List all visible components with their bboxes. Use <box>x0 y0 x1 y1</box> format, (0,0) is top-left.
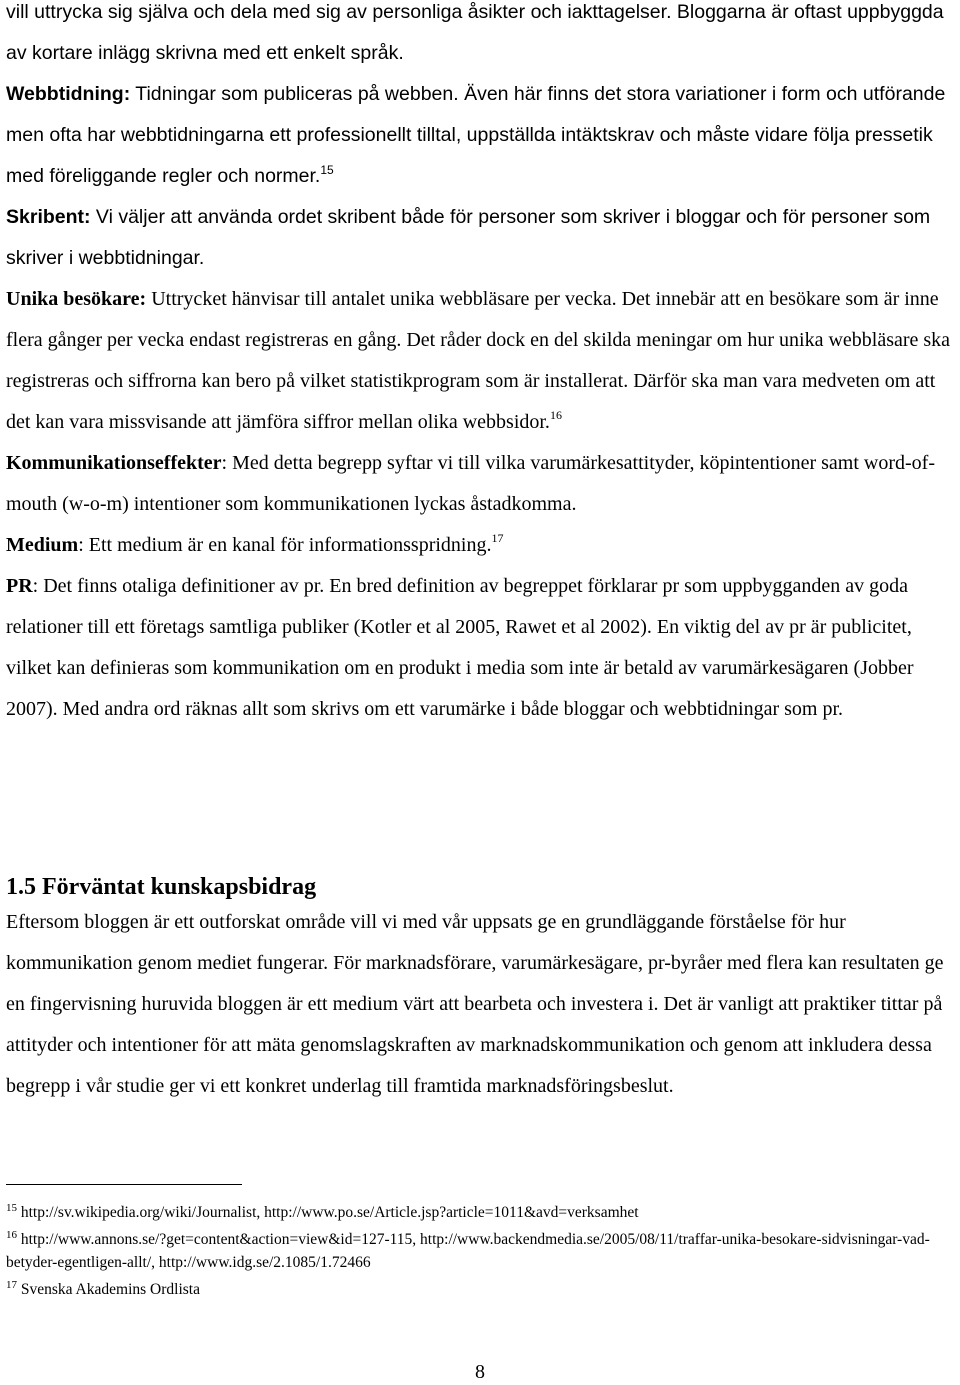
definition-text: : Med detta begrepp syftar vi till vilka varumärkesattityder, köpintentioner samt word-of-mouth (w-o-m) intentioner som kommunikationen lyckas åstadkomma. <box>6 452 935 515</box>
definition-medium <box>6 525 954 566</box>
section-body <box>6 902 954 1107</box>
blog-paragraph <box>6 0 954 74</box>
definition-term: Unika besökare: <box>6 288 147 310</box>
definition-pr <box>6 566 954 730</box>
definition-term: PR <box>6 575 33 597</box>
definition-unika-besokare <box>6 279 954 443</box>
paragraph-text: vill uttrycka sig själva och dela med sig av personliga åsikter och iakttagelser. Bloggarna är oftast uppbyggda av kortare inlägg skrivna med ett enkelt språk. <box>6 1 944 64</box>
footnote-text: Svenska Akademins Ordlista <box>17 1281 200 1299</box>
footnote-ref: 17 <box>491 531 504 546</box>
section-paragraph: Eftersom bloggen är ett outforskat område vill vi med vår uppsats ge en grundläggande förståelse för hur kommunikation genom mediet fungerar. För marknadsförare, varumärkesägare, pr-byråer med flera kan resultaten ge en fingervisning huruvida bloggen är ett medium värt att bearbeta och investera i. Det är vanligt att praktiker tittar på attityder och intentioner för att mäta genomslagskraften av marknadskommunikation och genom att inkludera dessa begrepp i vår studie ger vi ett konkret underlag till framtida marknadsföringsbeslut. <box>6 911 944 1097</box>
definition-kommunikationseffekter <box>6 443 954 525</box>
definition-text: Uttrycket hänvisar till antalet unika webbläsare per vecka. Det innebär att en besökare som är inne flera gånger per vecka endast registreras en gång. Det råder dock en del skilda meningar om hur unika webbläsare ska registreras och siffrorna kan bero på vilket statistikprogram som är installerat. Därför ska man vara medveten om att det kan vara missvisande att jämföra siffror mellan olika webbsidor. <box>6 288 951 433</box>
footnote-number: 16 <box>6 1229 17 1242</box>
definition-term: Medium <box>6 534 79 556</box>
footnote-text: http://sv.wikipedia.org/wiki/Journalist, http://www.po.se/Article.jsp?article=1011&avd=verksamhet <box>17 1204 639 1222</box>
definition-term: Kommunikationseffekter <box>6 452 222 474</box>
footnote-text: http://www.annons.se/?get=content&action=view&id=127-115, http://www.backendmedia.se/2005/08/11/traffar-unika-besokare-sidvisningar-vad-betyder-egentligen-allt/, http://www.idg.se/2.1085/1.72466 <box>6 1231 930 1272</box>
definition-webbtidning <box>6 74 954 197</box>
definition-text: Tidningar som publiceras på webben. Även här finns det stora variationer i form och utförande men ofta har webbtidningarna ett professionellt tilltal, uppställda intäktskrav och måste vidare följa pressetik med föreliggande regler och normer. <box>6 83 946 187</box>
definition-skribent <box>6 197 954 279</box>
definition-text: : Ett medium är en kanal för informationsspridning. <box>78 534 492 556</box>
footnote-ref: 15 <box>320 162 334 177</box>
footnotes <box>6 1197 956 1301</box>
footnote-16 <box>6 1224 956 1274</box>
section-heading: 1.5 Förväntat kunskapsbidrag <box>6 874 317 900</box>
footnote-17 <box>6 1274 956 1301</box>
footnote-number: 17 <box>6 1279 17 1292</box>
footnote-divider <box>6 1184 242 1185</box>
definition-term: Skribent: <box>6 206 91 228</box>
definition-term: Webbtidning: <box>6 83 131 105</box>
footnote-15 <box>6 1197 956 1224</box>
footnote-ref: 16 <box>549 408 562 423</box>
page-number: 8 <box>475 1361 485 1383</box>
definition-text: : Det finns otaliga definitioner av pr. En bred definition av begreppet förklarar pr som uppbygganden av goda relationer till ett företags samtliga publiker (Kotler et al 2005, Rawet et al 2002). En viktig del av pr är publicitet, vilket kan definieras som kommunikation om en produkt i media som inte är betald av varumärkesägaren (Jobber 2007). Med andra ord räknas allt som skrivs om ett varumärke i både bloggar och webbtidningar som pr. <box>6 575 914 720</box>
footnote-number: 15 <box>6 1202 17 1214</box>
definition-text: Vi väljer att använda ordet skribent både för personer som skriver i bloggar och för personer som skriver i webbtidningar. <box>6 206 931 269</box>
document-page <box>6 0 954 1299</box>
